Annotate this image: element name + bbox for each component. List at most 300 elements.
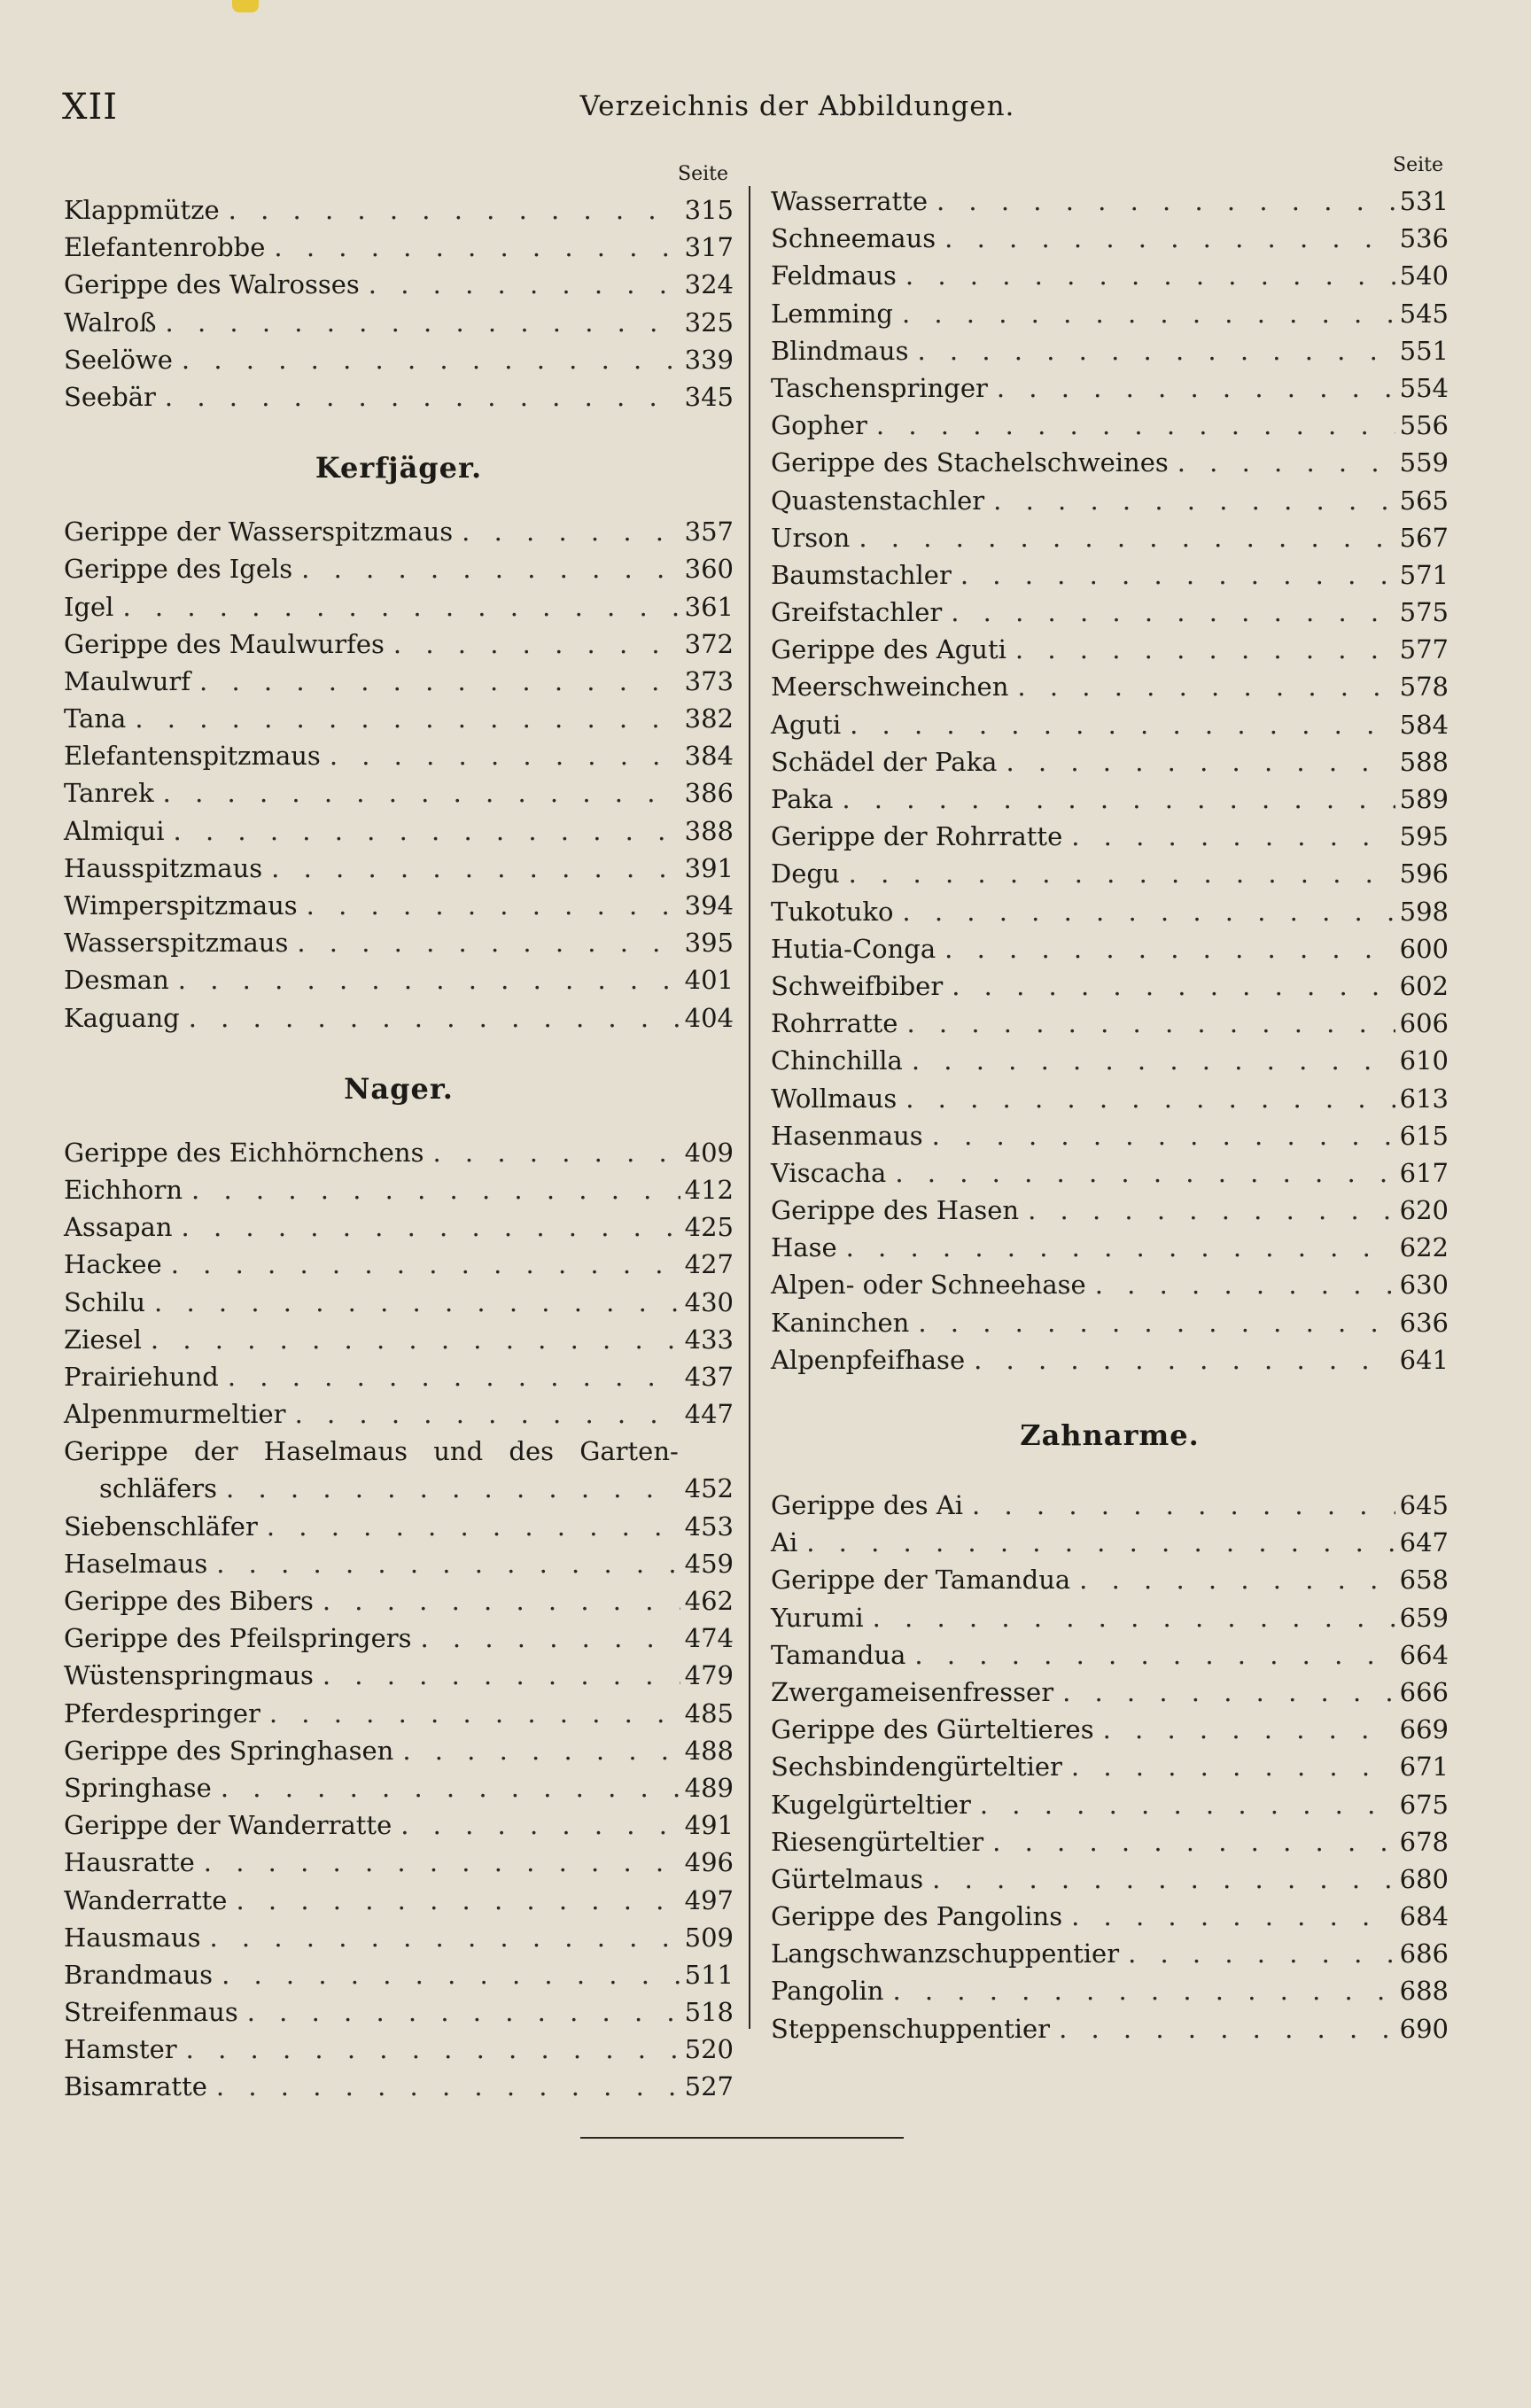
leader-dots (923, 1860, 1395, 1898)
list-item (64, 850, 734, 887)
entry-label: Gerippe des Walrosses (64, 269, 360, 300)
leader-dots (833, 781, 1395, 818)
entry-page: 671 (1399, 1752, 1449, 1783)
entry-label: Paka (771, 784, 834, 814)
leader-dots (923, 1117, 1395, 1154)
leader-dots (145, 1284, 680, 1321)
list-item (771, 1192, 1449, 1229)
entry-page: 488 (684, 1735, 734, 1766)
leader-dots (898, 1005, 1395, 1042)
leader-dots (162, 1246, 680, 1283)
entry-page: 596 (1399, 858, 1449, 889)
list-item (771, 1524, 1449, 1561)
entry-page: 617 (1399, 1157, 1449, 1188)
entry-page: 447 (684, 1399, 734, 1430)
leader-dots (207, 1545, 680, 1582)
page-corner-mark (232, 0, 259, 12)
entry-label: Brandmaus (64, 1959, 214, 1990)
entry-page: 372 (684, 628, 734, 659)
leader-dots (177, 2031, 680, 2068)
entry-label: Urson (771, 522, 851, 553)
leader-dots (314, 1582, 680, 1620)
leader-dots (154, 774, 680, 812)
list-item (64, 341, 734, 378)
list-item (64, 1695, 734, 1732)
entry-label: Gerippe der Wanderratte (64, 1810, 392, 1841)
entry-label: Gerippe des Gürteltieres (771, 1714, 1094, 1745)
entry-label: Igel (64, 591, 114, 622)
entry-page: 669 (1399, 1714, 1449, 1745)
leader-dots (1119, 1935, 1395, 1972)
list-item (64, 304, 734, 341)
leader-dots (893, 295, 1395, 332)
list-item (771, 332, 1449, 369)
entry-page: 430 (684, 1286, 734, 1317)
entry-page: 394 (684, 890, 734, 920)
entry-label: Wollmaus (771, 1083, 898, 1114)
entry-label: Schädel der Paka (771, 746, 998, 777)
entry-label: Almiqui (64, 815, 165, 846)
list-item (64, 191, 734, 229)
entry-page: 684 (1399, 1901, 1449, 1932)
list-item (771, 967, 1449, 1005)
entry-page: 518 (684, 1997, 734, 2028)
entry-label: Klappmütze (64, 195, 220, 225)
leader-dots (1019, 1192, 1395, 1229)
entry-page: 437 (684, 1361, 734, 1392)
entry-page: 615 (1399, 1120, 1449, 1151)
entry-label: Hamster (64, 2034, 177, 2065)
entry-label: Prairiehund (64, 1361, 219, 1392)
entry-label: Taschenspringer (771, 372, 988, 403)
entry-label: Schilu (64, 1286, 146, 1317)
list-item (64, 1882, 734, 1919)
entry-label: Gürtelmaus (771, 1863, 924, 1894)
leader-dots (126, 700, 680, 737)
leader-dots (943, 967, 1395, 1005)
entry-label: Wimperspitzmaus (64, 890, 298, 920)
entry-page: 664 (1399, 1639, 1449, 1670)
entry-label: Elefantenspitzmaus (64, 741, 321, 772)
entry-label: Wasserratte (771, 186, 928, 216)
list-item (771, 743, 1449, 781)
leader-dots (952, 556, 1395, 594)
leader-dots (173, 341, 680, 378)
list-item (771, 1304, 1449, 1341)
list-item (771, 1636, 1449, 1674)
entry-page: 453 (684, 1511, 734, 1542)
list-item (64, 2068, 734, 2105)
list-item (771, 1674, 1449, 1711)
entry-page: 531 (1399, 186, 1449, 216)
list-item (771, 1229, 1449, 1266)
entry-label: Seebär (64, 381, 156, 412)
column-divider (749, 186, 750, 2029)
entry-label: Eichhorn (64, 1174, 183, 1205)
entry-page: 636 (1399, 1307, 1449, 1338)
list-item (771, 631, 1449, 668)
leader-dots (797, 1524, 1395, 1561)
entry-page: 391 (684, 852, 734, 883)
entry-page: 613 (1399, 1083, 1449, 1114)
list-item (771, 2010, 1449, 2047)
list-item (64, 1134, 734, 1171)
entry-page: 595 (1399, 821, 1449, 852)
entry-page: 324 (684, 269, 734, 300)
leader-dots (893, 893, 1395, 930)
list-item (771, 1786, 1449, 1823)
leader-dots (113, 588, 680, 625)
entry-page: 388 (684, 815, 734, 846)
list-item (771, 519, 1449, 556)
list-item (64, 774, 734, 812)
entry-label: Siebenschläfer (64, 1511, 258, 1542)
leader-dots (942, 594, 1395, 631)
list-item (64, 1806, 734, 1844)
leader-dots (392, 1806, 680, 1844)
list-item (771, 1972, 1449, 2009)
leader-dots (238, 1993, 680, 2031)
entry-page: 373 (684, 665, 734, 696)
leader-dots (165, 812, 680, 850)
left-section-3b (64, 1508, 734, 2106)
leader-dots (424, 1134, 680, 1171)
entry-page: 571 (1399, 559, 1449, 590)
entry-label: Gerippe der Haselmaus und des Garten- (64, 1436, 679, 1467)
leader-dots (903, 1042, 1395, 1079)
entry-page: 511 (684, 1959, 734, 1990)
entry-label: Gerippe des Stachelschweines (771, 447, 1169, 478)
entry-label: Gerippe des Pfeilspringers (64, 1623, 412, 1654)
list-item (64, 229, 734, 266)
entry-page: 433 (684, 1324, 734, 1355)
leader-dots (156, 378, 680, 416)
entry-page: 641 (1399, 1344, 1449, 1375)
entry-label: Degu (771, 858, 840, 889)
entry-label: Pferdespringer (64, 1697, 260, 1728)
entry-label: Gerippe des Eichhörnchens (64, 1137, 424, 1168)
entry-page: 382 (684, 703, 734, 734)
entry-page: 409 (684, 1137, 734, 1168)
entry-page: 485 (684, 1697, 734, 1728)
leader-dots (1053, 1674, 1395, 1711)
entry-page: 565 (1399, 485, 1449, 516)
list-item (771, 893, 1449, 930)
list-item (64, 1582, 734, 1620)
entry-label: Hackee (64, 1249, 162, 1280)
list-item (64, 1732, 734, 1769)
entry-label: Riesengürteltier (771, 1826, 984, 1857)
entry-label: Ziesel (64, 1324, 142, 1355)
list-item (64, 1321, 734, 1358)
entry-label: Bisamratte (64, 2071, 207, 2102)
entry-page: 584 (1399, 709, 1449, 740)
leader-dots (260, 1695, 680, 1732)
entry-page: 630 (1399, 1270, 1449, 1301)
leader-dots (207, 2068, 680, 2105)
leader-dots (997, 743, 1395, 781)
left-column (64, 158, 734, 2106)
entry-page: 577 (1399, 634, 1449, 665)
entry-page: 540 (1399, 260, 1449, 291)
entry-label: Gopher (771, 410, 867, 441)
entry-page: 688 (1399, 1976, 1449, 2007)
leader-dots (212, 1769, 680, 1806)
list-item (64, 924, 734, 961)
list-item (771, 556, 1449, 594)
leader-dots (286, 1395, 680, 1433)
list-item (771, 1341, 1449, 1379)
list-item (771, 220, 1449, 257)
entry-label: Hutia-Conga (771, 933, 936, 964)
entry-label: Sechsbindengürteltier (771, 1752, 1062, 1783)
page-number: XII (62, 87, 119, 128)
left-section-3a (64, 1134, 734, 1433)
entry-label: Steppenschuppentier (771, 2013, 1051, 2044)
list-item (64, 1844, 734, 1881)
list-item (771, 668, 1449, 705)
list-item (64, 1395, 734, 1433)
leader-dots (908, 332, 1395, 369)
entry-label: Aguti (771, 709, 842, 740)
list-item (64, 378, 734, 416)
entry-label: Gerippe des Bibers (64, 1586, 314, 1616)
entry-label: Walroß (64, 307, 157, 338)
entry-label: Gerippe des Aguti (771, 634, 1006, 665)
entry-page: 567 (1399, 522, 1449, 553)
entry-label: Viscacha (771, 1157, 887, 1188)
leader-dots (1050, 2010, 1395, 2047)
section-heading: Kerfjäger. (315, 451, 483, 485)
list-item (64, 550, 734, 587)
list-item (771, 183, 1449, 220)
leader-dots (1070, 1561, 1395, 1598)
leader-dots (883, 1972, 1395, 2009)
leader-dots (928, 183, 1395, 220)
entry-label: Maulwurf (64, 665, 191, 696)
leader-dots (265, 229, 680, 266)
list-item (64, 1246, 734, 1283)
leader-dots (180, 999, 680, 1037)
entry-page: 527 (684, 2071, 734, 2102)
entry-label: Ai (771, 1527, 798, 1558)
list-item (771, 1080, 1449, 1117)
entry-label: Hausmaus (64, 1922, 201, 1953)
list-item (64, 812, 734, 850)
leader-dots (984, 482, 1395, 519)
leader-dots (1006, 631, 1395, 668)
leader-dots (195, 1844, 680, 1881)
entry-page: 425 (684, 1212, 734, 1243)
entry-page: 675 (1399, 1789, 1449, 1820)
entry-label: Kaninchen (771, 1307, 910, 1338)
leader-dots (1062, 1748, 1395, 1785)
entry-page: 647 (1399, 1527, 1449, 1558)
left-section-1 (64, 191, 734, 416)
entry-page: 589 (1399, 784, 1449, 814)
list-item (64, 1508, 734, 1545)
entry-page: 578 (1399, 672, 1449, 703)
list-item (64, 1171, 734, 1208)
entry-label: Greifstachler (771, 597, 943, 628)
entry-label: Gerippe des Maulwurfes (64, 628, 385, 659)
list-item (64, 266, 734, 303)
entry-page: 658 (1399, 1565, 1449, 1596)
entry-page: 315 (684, 195, 734, 225)
leader-dots (157, 304, 680, 341)
entry-page: 491 (684, 1810, 734, 1841)
list-item (64, 737, 734, 774)
list-item (64, 1545, 734, 1582)
entry-page: 317 (684, 232, 734, 263)
leader-dots (971, 1786, 1395, 1823)
entry-page: 412 (684, 1174, 734, 1205)
list-item (771, 295, 1449, 332)
leader-dots (412, 1620, 681, 1657)
entry-label: Springhase (64, 1772, 212, 1803)
leader-dots (288, 924, 680, 961)
list-item (771, 444, 1449, 481)
leader-dots (183, 1171, 680, 1208)
list-item (771, 855, 1449, 892)
list-item (64, 961, 734, 998)
list-item (64, 700, 734, 737)
leader-dots (385, 625, 680, 663)
entry-label: Desman (64, 965, 169, 996)
entry-page: 479 (684, 1660, 734, 1691)
entry-page: 610 (1399, 1045, 1449, 1076)
entry-page: 556 (1399, 410, 1449, 441)
list-item (64, 513, 734, 550)
leader-dots (262, 850, 680, 887)
list-item (64, 1993, 734, 2031)
entry-page: 325 (684, 307, 734, 338)
entry-label: Langschwanzschuppentier (771, 1938, 1120, 1969)
list-item (771, 1487, 1449, 1524)
list-item (771, 1154, 1449, 1192)
right-section-2 (771, 1487, 1449, 2047)
list-item (64, 1284, 734, 1321)
list-item (771, 930, 1449, 967)
entry-label: Rohrratte (771, 1008, 898, 1039)
entry-page: 462 (684, 1586, 734, 1616)
list-item (771, 818, 1449, 855)
page-header (62, 87, 1462, 131)
leader-dots (360, 266, 680, 303)
entry-label: Chinchilla (771, 1045, 903, 1076)
entry-page: 427 (684, 1249, 734, 1280)
entry-label: Haselmaus (64, 1548, 208, 1579)
right-column (771, 149, 1449, 2047)
entry-label: Hasenmaus (771, 1120, 923, 1151)
entry-label: Gerippe der Tamandua (771, 1565, 1071, 1596)
entry-page: 645 (1399, 1490, 1449, 1520)
entry-page: 520 (684, 2034, 734, 2065)
entry-page: 598 (1399, 896, 1449, 927)
entry-page: 452 (684, 1473, 734, 1504)
entry-page: 602 (1399, 970, 1449, 1001)
leader-dots (173, 1208, 680, 1246)
list-item (64, 625, 734, 663)
entry-label: Feldmaus (771, 260, 897, 291)
leader-dots (453, 513, 680, 550)
list-item (64, 1208, 734, 1246)
list-item (771, 1117, 1449, 1154)
leader-dots (169, 961, 680, 998)
entry-label: Kugelgürteltier (771, 1789, 971, 1820)
entry-page: 606 (1399, 1008, 1449, 1039)
leader-dots (850, 519, 1395, 556)
list-item (771, 706, 1449, 743)
entry-label: Gerippe des Pangolins (771, 1901, 1063, 1932)
entry-label: Kaguang (64, 1002, 180, 1033)
entry-label: Hausratte (64, 1847, 195, 1878)
entry-label: Tanrek (64, 778, 154, 809)
entry-page: 659 (1399, 1602, 1449, 1633)
leader-dots (1086, 1266, 1395, 1303)
leader-dots (1008, 668, 1395, 705)
leader-dots (837, 1229, 1395, 1266)
leader-dots (1062, 818, 1395, 855)
entry-page: 554 (1399, 372, 1449, 403)
entry-page: 404 (684, 1002, 734, 1033)
entry-label: Blindmaus (771, 335, 909, 366)
leader-dots (897, 257, 1395, 294)
list-item (771, 1898, 1449, 1935)
bottom-rule (580, 2137, 904, 2139)
entry-page: 361 (684, 591, 734, 622)
leader-dots (219, 1358, 680, 1395)
entry-page: 497 (684, 1884, 734, 1915)
entry-label: Schneemaus (771, 223, 936, 254)
entry-label: Schweifbiber (771, 970, 944, 1001)
entry-page: 474 (684, 1623, 734, 1654)
entry-label: Streifenmaus (64, 1997, 238, 2028)
leader-dots (965, 1341, 1395, 1379)
leader-dots (897, 1080, 1395, 1117)
entry-label: Quastenstachler (771, 485, 985, 516)
entry-label: Tukotuko (771, 896, 894, 927)
leader-dots (201, 1919, 681, 1956)
leader-dots (292, 550, 680, 587)
entry-page: 357 (684, 517, 734, 548)
list-item (64, 1769, 734, 1806)
entry-page: 360 (684, 554, 734, 585)
list-item (771, 1266, 1449, 1303)
leader-dots (867, 407, 1395, 444)
list-item (64, 1956, 734, 1993)
leader-dots (983, 1823, 1395, 1860)
entry-label: Hausspitzmaus (64, 852, 263, 883)
right-section-1 (771, 183, 1449, 1379)
list-item (64, 1919, 734, 1956)
entry-label: Meerschweinchen (771, 672, 1009, 703)
entry-page: 401 (684, 965, 734, 996)
leader-dots (314, 1657, 680, 1694)
entry-label: Tana (64, 703, 127, 734)
leader-dots (190, 663, 680, 700)
list-item (64, 1657, 734, 1694)
leader-dots (213, 1956, 680, 1993)
entry-page: 690 (1399, 2013, 1449, 2044)
entry-label: Assapan (64, 1212, 173, 1243)
entry-label: Elefantenrobbe (64, 232, 266, 263)
entry-page: 620 (1399, 1195, 1449, 1226)
list-item (771, 594, 1449, 631)
entry-page: 666 (1399, 1676, 1449, 1707)
entry-label: Gerippe des Ai (771, 1490, 964, 1520)
entry-page: 509 (684, 1922, 734, 1953)
